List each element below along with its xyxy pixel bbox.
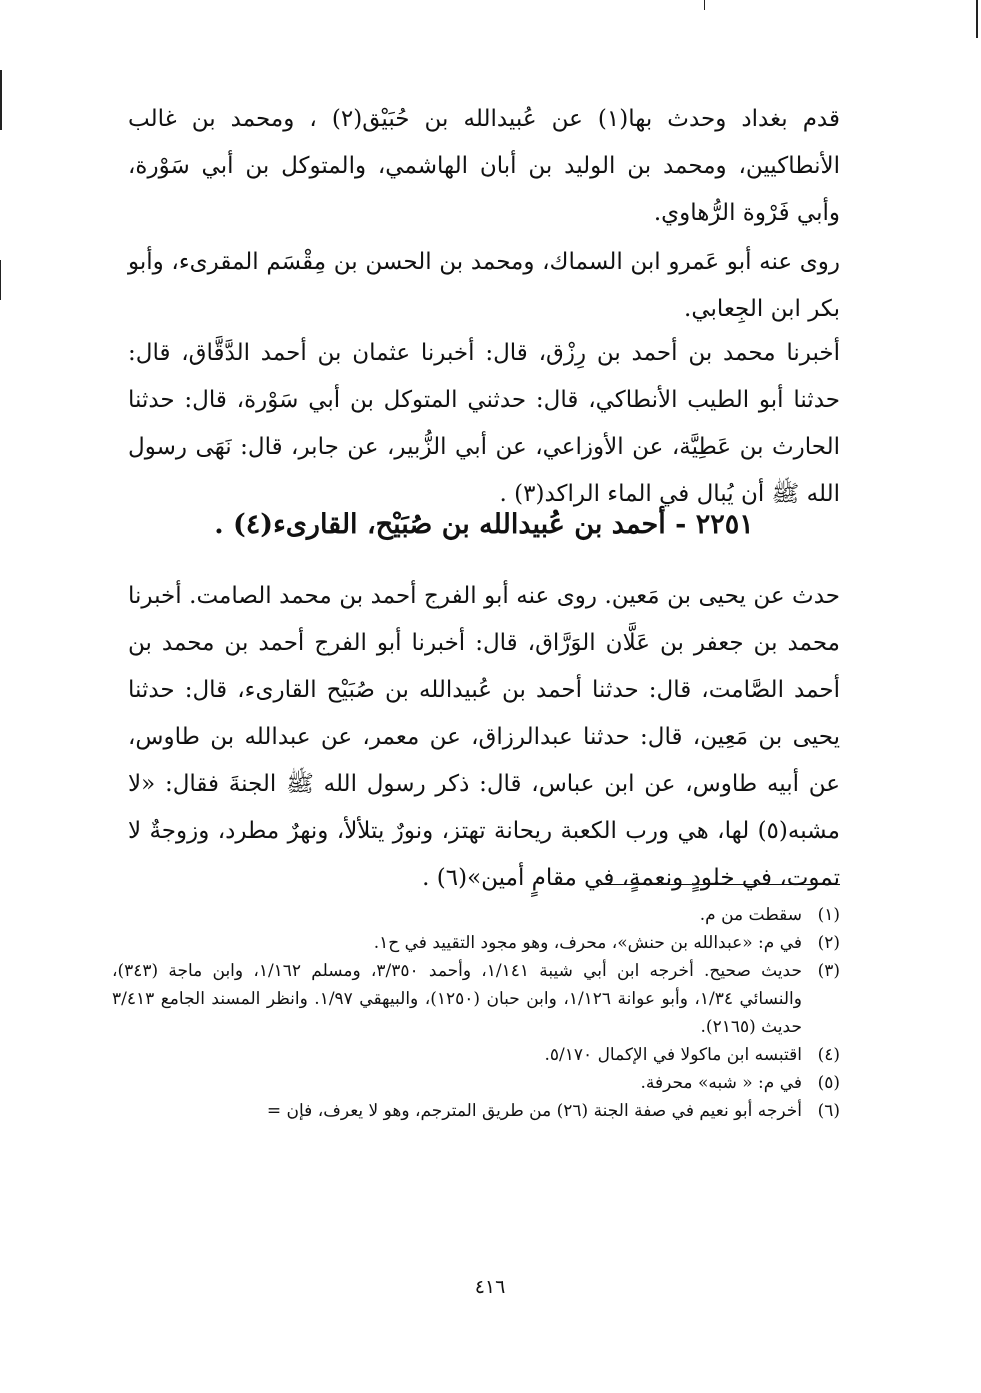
scan-edge-mark (0, 260, 1, 300)
footnote-number: (٤) (817, 1045, 840, 1065)
footnote-text: حديث صحيح. أخرجه ابن أبي شيبة ١/١٤١، وأحمد ٣/٣٥٠، ومسلم ١/١٦٢، وابن ماجة (٣٤٣)، والنسائي ١/٣٤، وأبو عوانة ١/١٢٦، وابن حبان (١٢٥٠)، والبيهقي ١/٩٧. وانظر المسند الجامع ٣/٤١٣ حديث (٢١٦٥). (112, 961, 802, 1037)
footnote (112, 1069, 840, 1097)
footnote (112, 901, 840, 929)
paragraph-hadith-chain: أخبرنا محمد بن أحمد بن رِزْق، قال: أخبرنا عثمان بن أحمد الدَّقَّاق، قال: حدثنا أبو الطيب الأنطاكي، قال: حدثني المتوكل بن أبي سَوْرة، قال: حدثنا الحارث بن عَطِيَّة، عن الأوزاعي، عن أبي الزُّبير، عن جابر، قال: نَهَى رسول الله ﷺ أن يُبال في الماء الراكد(٣) . (128, 340, 840, 507)
footnote-number: (١) (817, 905, 840, 925)
footnote (112, 1041, 840, 1069)
scan-edge-mark (976, 0, 978, 38)
paragraph-origin: قدم بغداد وحدث بها(١) عن عُبيدالله بن حُبَيْق(٢) ، ومحمد بن غالب الأنطاكيين، ومحمد بن الوليد بن أبان الهاشمي، والمتوكل بن أبي سَوْرة، وأبي فَرْوة الرُّهاوي. (128, 106, 840, 226)
footnote-text: في م: « شبه» محرفة. (640, 1073, 802, 1093)
paragraph-entry-body: حدث عن يحيى بن مَعين. روى عنه أبو الفرج أحمد بن محمد الصامت. أخبرنا محمد بن جعفر بن عَلَّان الوَرَّاق، قال: أخبرنا أبو الفرج أحمد بن محمد بن أحمد الصَّامت، قال: حدثنا أحمد بن عُبيدالله بن صُبَيْح القارىء، قال: حدثنا يحيى بن مَعِين، قال: حدثنا عبدالرزاق، عن معمر، عن عبدالله بن طاوس، عن أبيه طاوس، عن ابن عباس، قال: ذكر رسول الله ﷺ الجنةَ فقال: «لا مشبه(٥) لها، هي ورب الكعبة ريحانة تهتز، ونورٌ يتلألأ، ونهرٌ مطرد، وزوجةٌ لا تموت، في خلودٍ ونعمةٍ، في مقامٍ أمين»(٦) . (128, 583, 840, 891)
page-number: ٤١٦ (474, 1276, 506, 1298)
footnote-number: (٦) (817, 1101, 840, 1121)
footnote-text: أخرجه أبو نعيم في صفة الجنة (٢٦) من طريق المترجم، وهو لا يعرف، فإن = (266, 1101, 802, 1121)
footnote-text: في م: «عبدالله بن حنش»، محرف، وهو مجود التقييد في ح١. (373, 933, 802, 953)
entry-heading: ٢٢٥١ - أحمد بن عُبيدالله بن صُبَيْح، القارىء(٤) . (214, 509, 754, 540)
scan-edge-mark (0, 70, 2, 130)
footnote (112, 1097, 840, 1125)
footnote-number: (٥) (817, 1073, 840, 1093)
footnote (112, 929, 840, 957)
footnote-number: (٢) (817, 933, 840, 953)
footnote-separator (598, 884, 840, 885)
paragraph-narrators: روى عنه أبو عَمرو ابن السماك، ومحمد بن الحسن بن مِقْسَم المقرىء، وأبو بكر ابن الجِعابي. (128, 249, 840, 322)
footnote-text: اقتبسه ابن ماكولا في الإكمال ٥/١٧٠. (544, 1045, 802, 1065)
footnote-text: سقطت من م. (699, 905, 802, 925)
footnote (112, 957, 840, 1041)
footnote-number: (٣) (817, 961, 840, 981)
footnotes (112, 901, 840, 1125)
scan-edge-mark (704, 0, 705, 10)
